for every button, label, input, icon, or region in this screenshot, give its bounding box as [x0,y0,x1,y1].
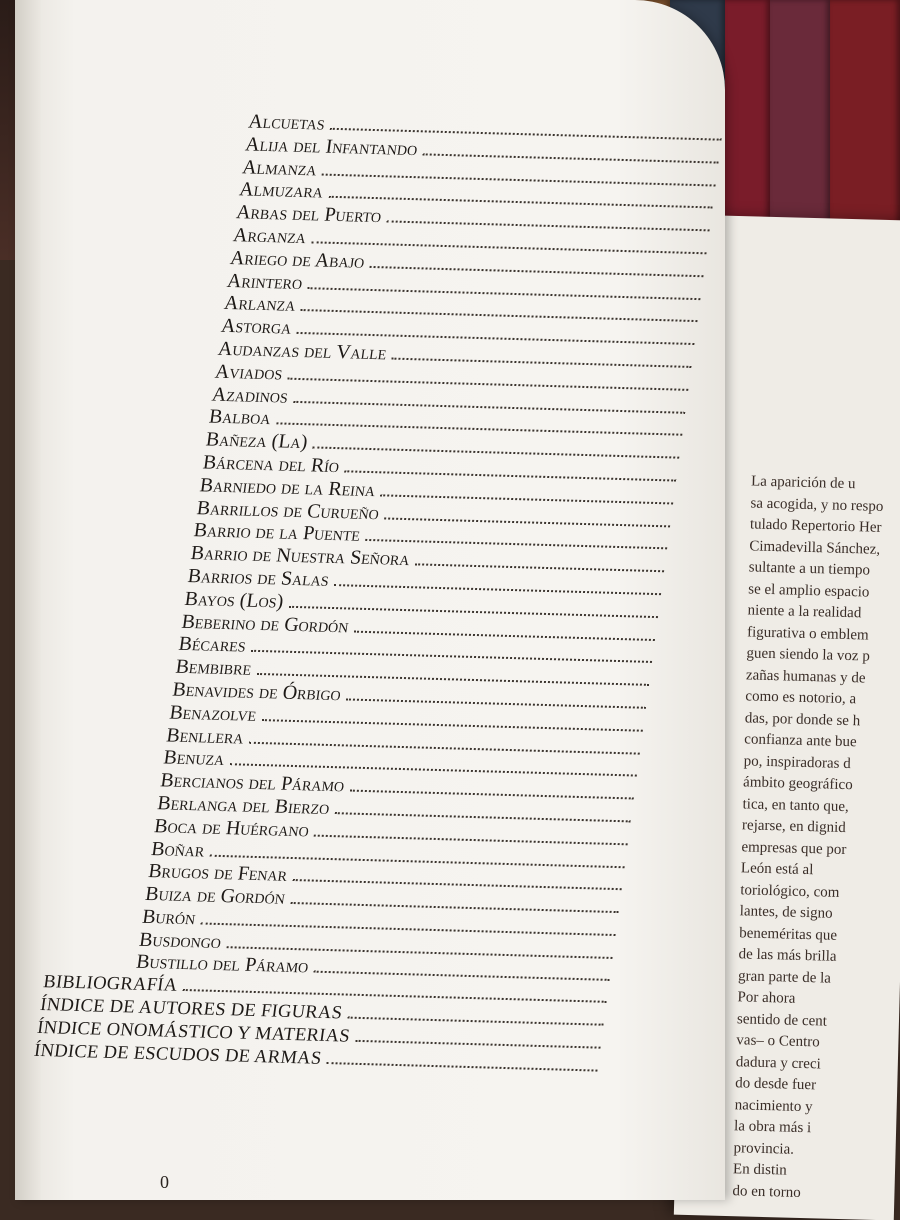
prose-line: vas– o Centro [736,1032,820,1051]
prose-line: beneméritas que [739,924,838,944]
prose-line: León está al [740,860,814,879]
prose-line: das, por donde se h [744,709,861,729]
entry-label: Arintero [225,269,304,294]
leader-dots [386,211,711,232]
entry-label: Bayos (Los) [183,587,285,613]
prose-line: figurativa o emblem [746,623,869,644]
entry-label: Bañeza (La) [204,428,309,454]
prose-line: do desde fuer [735,1075,817,1094]
entry-label: Ariego de Abajo [228,246,366,273]
prose-line: po, inspiradoras d [743,752,851,772]
entry-label: Benavides de Órbigo [171,678,343,706]
leader-dots [392,348,693,368]
prose-line: guen siendo la voz p [746,645,871,665]
entry-label: Benazolve [168,701,258,726]
prose-line: de las más brilla [738,946,837,965]
entry-label: Barrio de Nuestra Señora [189,542,412,571]
entry-label: Beberino de Gordón [180,610,351,637]
entry-label: Benuza [162,746,226,771]
leader-dots [350,780,636,800]
entry-label: Bárcena del Río [201,451,341,478]
leader-dots [348,1007,605,1026]
prose-line: La aparición de u [750,473,856,493]
leader-dots [344,460,677,481]
leader-dots [381,484,675,504]
page-edge [15,0,41,1200]
entry-label: BIBLIOGRAFÍA [42,972,179,997]
entry-label: ÍNDICE DE AUTORES DE FIGURAS [38,995,344,1024]
page-number: 0 [160,1172,169,1192]
entry-label: Alija del Infantando [244,133,419,160]
prose-line: nacimiento y [734,1096,813,1115]
entry-label: Burón [140,905,197,930]
prose-line: empresas que por [741,838,847,858]
entry-label: ÍNDICE DE ESCUDOS DE ARMAS [32,1040,323,1069]
leader-dots [327,1052,599,1072]
entry-label: Barrio de la Puente [192,519,362,547]
prose-line: sultante a un tiempo [748,559,871,579]
facing-page-text [732,471,900,1207]
entry-label: Barrillos de Curueño [195,496,381,524]
prose-line: ámbito geográfico [742,774,853,794]
entry-label: Arbas del Puerto [234,201,383,228]
entry-label: Buiza de Gordón [143,883,287,909]
leader-dots [370,256,705,277]
leader-dots [314,824,629,845]
entry-label: Barniedo de la Reina [198,474,377,501]
leader-dots [290,892,620,913]
prose-line: gran parte de la [737,967,832,987]
prose-line: En distin [732,1161,787,1179]
entry-label: Boca de Huérgano [153,814,311,842]
prose-line: dadura y creci [735,1053,821,1072]
entry-label: Berlanga del Bierzo [156,792,331,819]
entry-label: Arlanza [222,292,297,317]
entry-label: Almuzara [237,178,325,203]
entry-label: Alcuetas [247,110,327,135]
entry-label: Barrios de Salas [186,564,331,591]
entry-label: Boñar [150,837,206,861]
entry-label: Aviados [213,360,284,385]
leader-dots [355,1030,602,1049]
prose-line: rejarse, en dignid [741,817,846,837]
prose-line: provincia. [733,1139,795,1158]
leader-dots [335,802,632,822]
entry-label: Bustillo del Páramo [134,951,310,978]
book-spine [770,0,830,240]
prose-line: se el amplio espacio [748,580,870,601]
leader-dots [423,143,720,163]
prose-line: sa acogida, y no respo [750,494,884,515]
prose-line: la obra más i [733,1118,812,1137]
leader-dots [346,688,647,708]
entry-label: Bécares [177,633,248,657]
entry-label: Astorga [219,315,293,339]
prose-line: Por ahora [737,989,796,1007]
prose-line: confianza ante bue [744,731,857,751]
entry-label: Azadinos [210,383,290,408]
entry-label: ÍNDICE ONOMÁSTICO Y MATERIAS [35,1017,352,1047]
prose-line: zañas humanas y de [745,666,866,686]
entry-label: Bembibre [174,655,253,680]
prose-line: tulado Repertorio Her [749,516,882,536]
leader-dots [384,507,671,527]
leader-dots [334,574,662,595]
entry-label: Bercianos del Páramo [159,769,346,797]
prose-line: tica, en tanto que, [742,795,849,815]
entry-label: Audanzas del Valle [216,337,388,365]
prose-line: Cimadevilla Sánchez, [749,537,881,558]
entry-label: Brugos de Fenar [146,860,289,887]
entry-label: Arganza [231,224,308,249]
leader-dots [292,869,623,890]
leader-dots [354,620,657,640]
book-spine [830,0,900,240]
prose-line: lantes, de signo [739,903,833,922]
prose-line: niente a la realidad [747,602,862,622]
book-spine [725,0,770,240]
entry-label: Busdongo [137,928,223,953]
leader-dots [415,553,666,572]
prose-line: do en torno [732,1182,801,1201]
entry-label: Almanza [240,155,319,180]
entry-label: Balboa [207,405,273,430]
prose-line: toriológico, com [740,881,840,901]
prose-line: sentido de cent [736,1010,828,1030]
leader-dots [314,961,611,981]
prose-line: como es notorio, a [745,688,857,708]
entry-label: Benllera [165,723,246,749]
leader-dots [365,529,668,549]
